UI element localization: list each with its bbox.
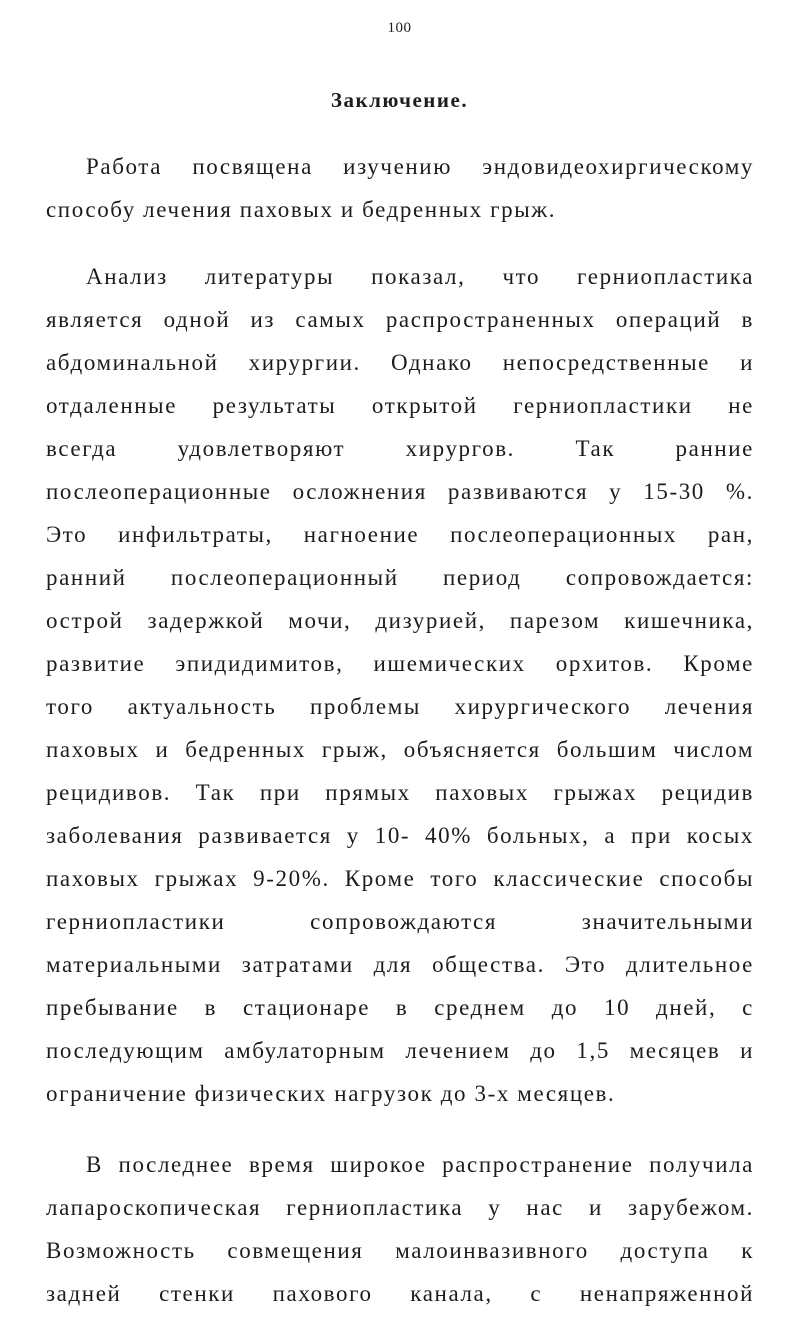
text-line: лапароскопическая герниопластика у нас и зарубежом. (46, 1195, 754, 1220)
page-number: 100 (387, 20, 412, 36)
paragraph-1 (46, 145, 754, 231)
text-line: материальными затратами для общества. Это длительное (46, 952, 754, 977)
section-heading: Заключение. (330, 88, 469, 112)
text-line: паховых грыжах 9-20%. Кроме того классические способы (46, 866, 754, 891)
text-line: абдоминальной хирургии. Однако непосредственные и (46, 350, 754, 375)
paragraph-3 (46, 1143, 754, 1315)
text-line: Возможность совмещения малоинвазивного доступа к (46, 1238, 754, 1263)
text-line: рецидивов. Так при прямых паховых грыжах рецидив (46, 780, 754, 805)
text-line: Анализ литературы показал, что герниопластика (86, 264, 754, 289)
text-line: паховых и бедренных грыж, объясняется большим числом (46, 737, 754, 762)
text-line: отдаленные результаты открытой герниопластики не (46, 393, 754, 418)
paragraph-2 (46, 255, 754, 1115)
text-line: ранний послеоперационный период сопровождается: (46, 565, 754, 590)
text-line: способу лечения паховых и бедренных грыж. (46, 197, 557, 222)
text-line: задней стенки пахового канала, с ненапряженной (46, 1281, 754, 1306)
text-line: развитие эпидидимитов, ишемических орхитов. Кроме (46, 651, 754, 676)
text-line: ограничение физических нагрузок до 3-х месяцев. (46, 1081, 616, 1106)
text-line: того актуальность проблемы хирургического лечения (46, 694, 754, 719)
text-line: В последнее время широкое распространение получила (86, 1152, 754, 1177)
text-line: является одной из самых распространенных операций в (46, 307, 754, 332)
text-line: заболевания развивается у 10- 40% больных, а при косых (46, 823, 754, 848)
text-line: Работа посвящена изучению эндовидеохиргическому (86, 154, 754, 179)
text-line: послеоперационные осложнения развиваются у 15-30 %. (46, 479, 754, 504)
text-line: пребывание в стационаре в среднем до 10 дней, с (46, 995, 754, 1020)
text-line: герниопластики сопровождаются значительными (46, 909, 754, 934)
text-line: Это инфильтраты, нагноение послеоперационных ран, (46, 522, 754, 547)
text-line: всегда удовлетворяют хирургов. Так ранние (46, 436, 754, 461)
text-line: острой задержкой мочи, дизурией, парезом кишечника, (46, 608, 754, 633)
text-line: последующим амбулаторным лечением до 1,5 месяцев и (46, 1038, 754, 1063)
